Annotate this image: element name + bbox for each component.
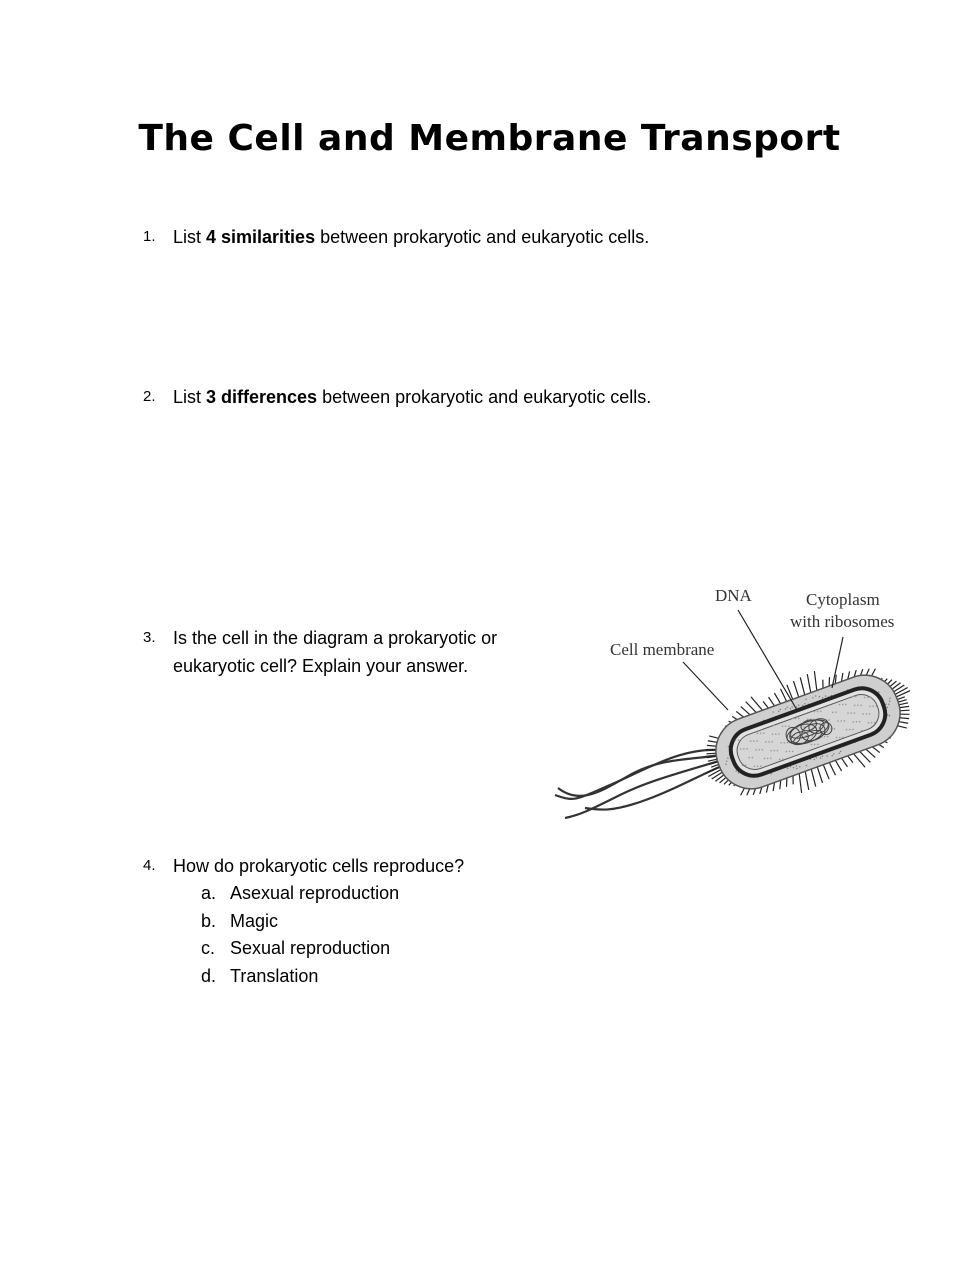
emphasis: 4 similarities [206,227,316,247]
choice-letter: b. [201,910,217,931]
question-text: How do prokaryotic cells reproduce? [173,856,465,876]
choice-text: Asexual reproduction [230,883,400,903]
question-number: 1. [143,228,156,245]
choice-letter: c. [201,938,216,958]
answer-choice[interactable] [201,963,464,991]
question-text-line-1: Is the cell in the diagram a prokaryotic or [173,628,498,648]
question-1 [143,223,649,251]
page-title: The Cell and Membrane Transport [138,118,841,159]
answer-choice[interactable] [201,880,464,908]
cell-membrane-label: Cell membrane [610,640,715,659]
answer-choice[interactable] [201,935,464,963]
choice-text: Sexual reproduction [230,938,391,958]
choice-letter: a. [201,883,217,903]
question-number: 3. [143,629,156,646]
cell-body [685,642,910,821]
question-4 [143,852,464,990]
question-2 [143,383,651,411]
question-text: List 3 differences between prokaryotic and eukaryotic cells. [173,387,652,407]
choice-text: Translation [230,965,319,986]
bacterium-diagram [550,580,910,825]
flagella [555,750,724,818]
question-number: 4. [143,857,156,874]
choice-letter: d. [201,965,217,986]
pilus [793,681,800,699]
pilus [816,765,823,783]
ribosomes-label: with ribosomes [790,612,895,631]
question-text: List 4 similarities between prokaryotic and eukaryotic cells. [173,227,650,247]
question-number: 2. [143,388,156,405]
emphasis: 3 differences [206,387,318,407]
question-text-line-2: eukaryotic cell? Explain your answer. [173,656,469,676]
cytoplasm-label: Cytoplasm [806,590,880,609]
choice-text: Magic [230,910,279,931]
question-3 [143,624,497,680]
dna-label: DNA [715,586,752,605]
answer-choice[interactable] [201,908,464,936]
answer-choices [201,880,464,990]
